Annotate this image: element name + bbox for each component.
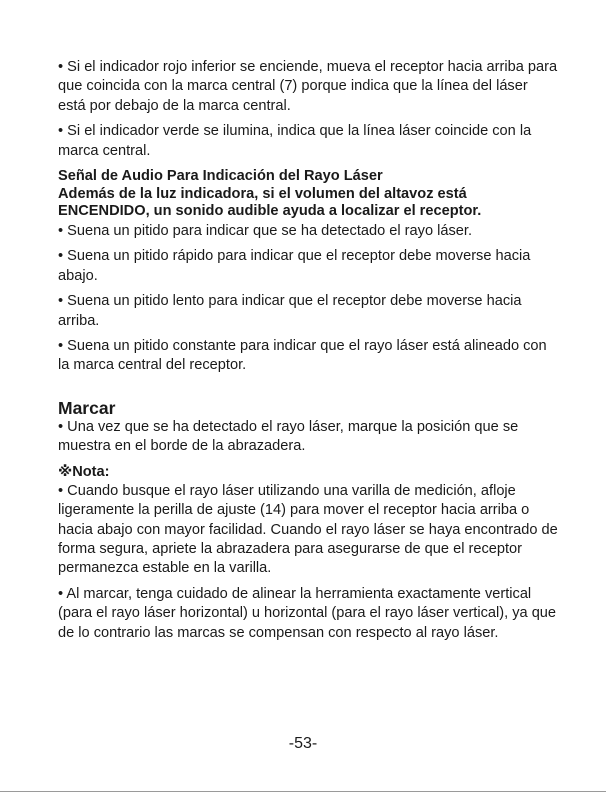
note-item-rod: • Cuando busque el rayo láser utilizando una varilla de medición, afloje ligeramente la perilla de ajuste (14) para mover el receptor hacia arriba o hacia abajo con mayor facilidad. Cuando el rayo láser se haya encontrado de forma segura, apriete la abrazadera para asegurarse de que el receptor permanezca estable en la varilla.	[58, 482, 558, 577]
audio-signal-heading: Señal de Audio Para Indicación del Rayo Láser	[58, 168, 383, 185]
audio-item-slow: • Suena un pitido lento para indicar que el receptor debe moverse hacia arriba.	[58, 293, 522, 329]
paragraph-green-indicator: • Si el indicador verde se ilumina, indica que la línea láser coincide con la marca central.	[58, 123, 532, 159]
bottom-divider	[0, 791, 606, 792]
document-page	[58, 58, 558, 649]
audio-item-detected: • Suena un pitido para indicar que se ha detectado el rayo láser.	[58, 223, 473, 240]
audio-item-constant: • Suena un pitido constante para indicar que el rayo láser está alineado con la marca central del receptor.	[58, 338, 547, 374]
marcar-paragraph: • Una vez que se ha detectado el rayo láser, marque la posición que se muestra en el borde de la abrazadera.	[58, 418, 519, 455]
marcar-heading: Marcar	[58, 397, 116, 418]
page-number: -53-	[288, 735, 318, 752]
paragraph-red-indicator: • Si el indicador rojo inferior se enciende, mueva el receptor hacia arriba para que coincida con la marca central (7) porque indica que la línea del láser está por debajo de la marca central.	[58, 59, 558, 114]
audio-signal-intro: Además de la luz indicadora, si el volumen del altavoz está ENCENDIDO, un sonido audible ayuda a localizar el receptor.	[58, 186, 482, 220]
note-item-alignment: • Al marcar, tenga cuidado de alinear la herramienta exactamente vertical (para el rayo láser horizontal) u horizontal (para el rayo láser vertical), ya que de lo contrario las marcas se compensan con respecto al rayo láser.	[58, 585, 557, 641]
audio-item-fast: • Suena un pitido rápido para indicar que el receptor debe moverse hacia abajo.	[58, 248, 531, 284]
note-heading: ※Nota:	[58, 463, 110, 480]
